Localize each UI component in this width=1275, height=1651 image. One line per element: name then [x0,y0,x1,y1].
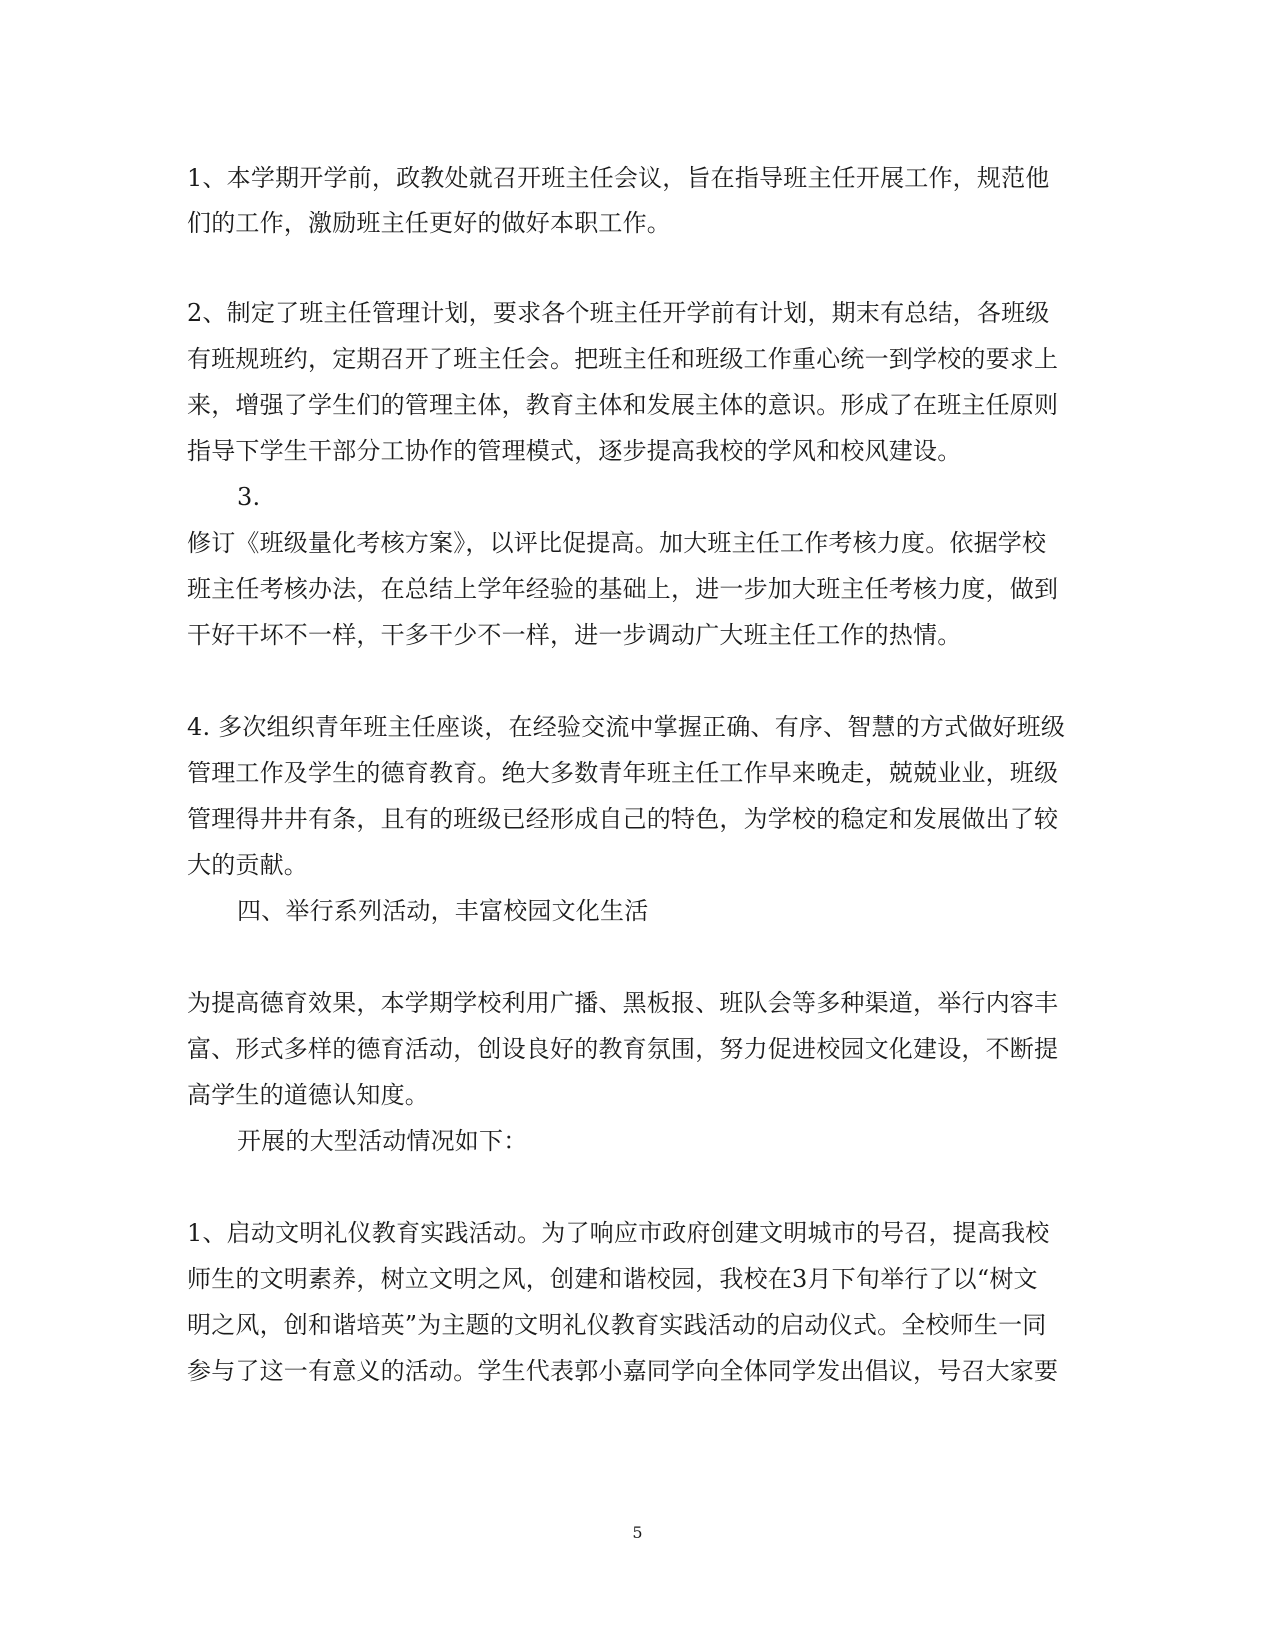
text-line: 干好干坏不一样，干多干少不一样，进一步调动广大班主任工作的热情。 [187,621,962,649]
section-heading: 四、举行系列活动，丰富校园文化生活 [237,897,649,925]
text-line: 为提高德育效果，本学期学校利用广播、黑板报、班队会等多种渠道，举行内容丰 [187,989,1059,1017]
text-line: 1、启动文明礼仪教育实践活动。为了响应市政府创建文明城市的号召，提高我校 [187,1219,1050,1247]
text-line: 高学生的道德认知度。 [187,1081,429,1109]
text-line: 2、制定了班主任管理计划，要求各个班主任开学前有计划，期末有总结，各班级 [187,299,1050,327]
text-line: 参与了这一有意义的活动。学生代表郭小嘉同学向全体同学发出倡议，号召大家要 [187,1357,1059,1385]
text-line: 1、本学期开学前，政教处就召开班主任会议，旨在指导班主任开展工作，规范他 [187,164,1050,192]
text-line: 们的工作，激励班主任更好的做好本职工作。 [187,209,671,237]
text-line: 班主任考核办法，在总结上学年经验的基础上，进一步加大班主任考核力度，做到 [187,575,1059,603]
text-line: 指导下学生干部分工协作的管理模式，逐步提高我校的学风和校风建设。 [187,437,962,465]
text-line: 修订《班级量化考核方案》，以评比促提高。加大班主任工作考核力度。依据学校 [187,529,1047,557]
text-line: 4. 多次组织青年班主任座谈，在经验交流中掌握正确、有序、智慧的方式做好班级 [187,713,1066,741]
text-line: 师生的文明素养，树立文明之风，创建和谐校园，我校在3月下旬举行了以“树文 [187,1265,1038,1293]
text-line: 管理得井井有条，且有的班级已经形成自己的特色，为学校的稳定和发展做出了较 [187,805,1059,833]
text-line: 开展的大型活动情况如下： [237,1127,528,1155]
text-line: 富、形式多样的德育活动，创设良好的教育氛围，努力促进校园文化建设，不断提 [187,1035,1059,1063]
text-line: 有班规班约，定期召开了班主任会。把班主任和班级工作重心统一到学校的要求上 [187,345,1059,373]
text-line: 3. [237,483,261,511]
text-line: 来，增强了学生们的管理主体，教育主体和发展主体的意识。形成了在班主任原则 [187,391,1059,419]
text-line: 明之风，创和谐培英”为主题的文明礼仪教育实践活动的启动仪式。全校师生一同 [187,1311,1047,1339]
text-line: 大的贡献。 [187,851,308,879]
page-number: 5 [632,1523,643,1542]
text-line: 管理工作及学生的德育教育。绝大多数青年班主任工作早来晚走，兢兢业业，班级 [187,759,1059,787]
